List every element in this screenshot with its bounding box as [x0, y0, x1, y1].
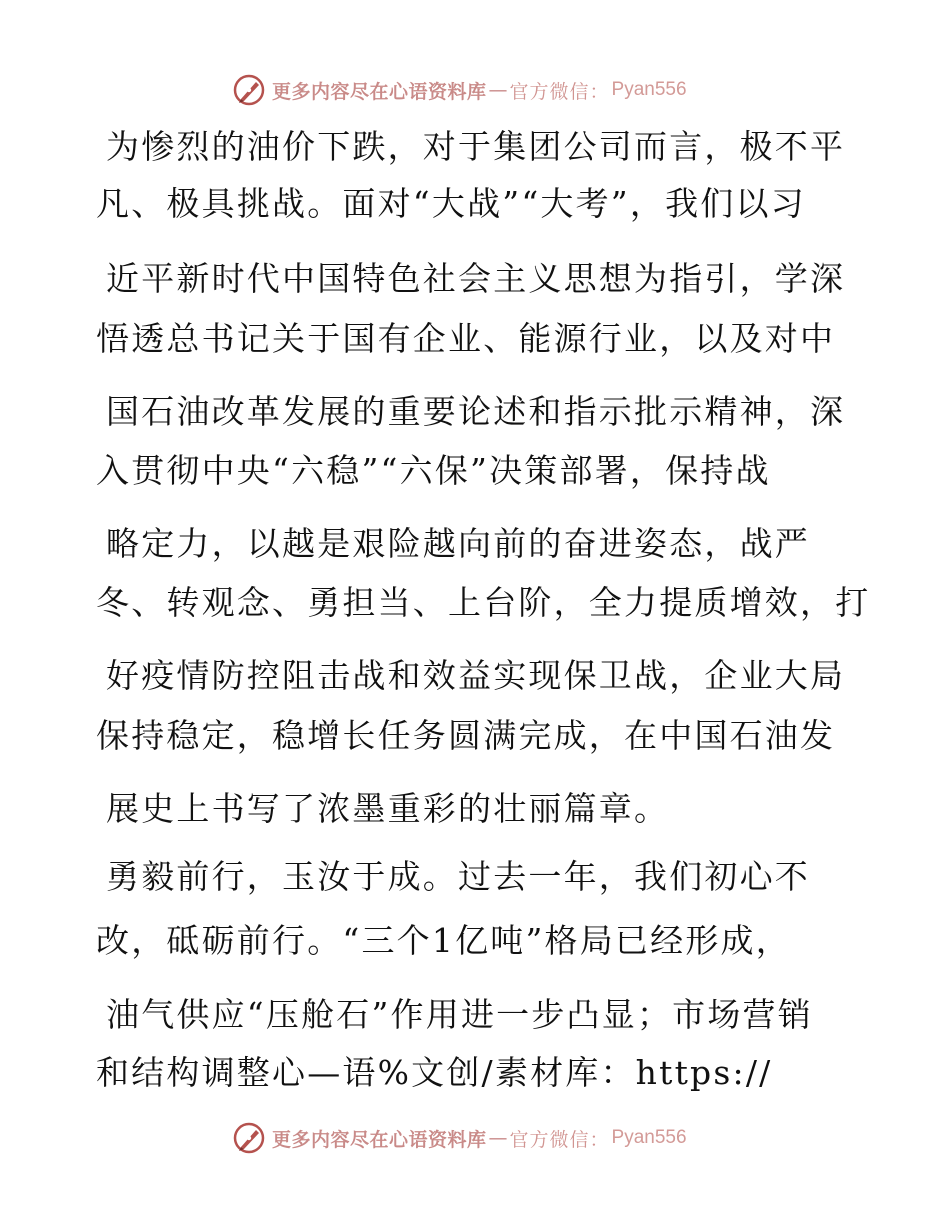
pen-logo-icon	[232, 73, 266, 107]
header-separator: —	[488, 79, 508, 101]
body-line: 国石油改革发展的重要论述和指示批示精神，深	[106, 392, 846, 431]
body-line: 为惨烈的油价下跌，对于集团公司而言，极不平	[106, 127, 846, 166]
body-line: 悟透总书记关于国有企业、能源行业，以及对中	[96, 319, 836, 358]
footer-label: 官方微信：	[509, 1128, 610, 1151]
footer-banner	[232, 1120, 687, 1156]
body-line: 展史上书写了浓墨重彩的壮丽篇章。	[106, 789, 670, 828]
footer-separator: —	[488, 1127, 508, 1149]
body-line: 油气供应“压舱石”作用进一步凸显；市场营销	[106, 995, 813, 1034]
body-line: 近平新时代中国特色社会主义思想为指引，学深	[106, 259, 846, 298]
body-line: 好疫情防控阻击战和效益实现保卫战，企业大局	[106, 656, 846, 695]
body-line: 保持稳定，稳增长任务圆满完成，在中国石油发	[96, 716, 836, 755]
body-line: 勇毅前行，玉汝于成。过去一年，我们初心不	[106, 857, 810, 896]
header-label: 官方微信：	[509, 80, 610, 103]
footer-id: Pyan556	[611, 1127, 687, 1148]
body-line: 入贯彻中央“六稳”“六保”决策部署，保持战	[96, 451, 771, 490]
body-line: 略定力，以越是艰险越向前的奋进姿态，战严	[106, 524, 810, 563]
body-line: 改，砥砺前行。“三个1亿吨”格局已经形成，	[96, 921, 791, 960]
body-line: 冬、转观念、勇担当、上台阶，全力提质增效，打	[96, 583, 871, 622]
pen-logo-icon	[232, 1121, 266, 1155]
header-text: 更多内容尽在心语资料库	[272, 80, 487, 103]
header-id: Pyan556	[611, 79, 687, 100]
header-banner	[232, 72, 687, 108]
body-line: 凡、极具挑战。面对“大战”“大考”，我们以习	[96, 184, 806, 223]
footer-text: 更多内容尽在心语资料库	[272, 1128, 487, 1151]
body-line: 和结构调整心—语%文创/素材库：https://	[96, 1053, 773, 1092]
